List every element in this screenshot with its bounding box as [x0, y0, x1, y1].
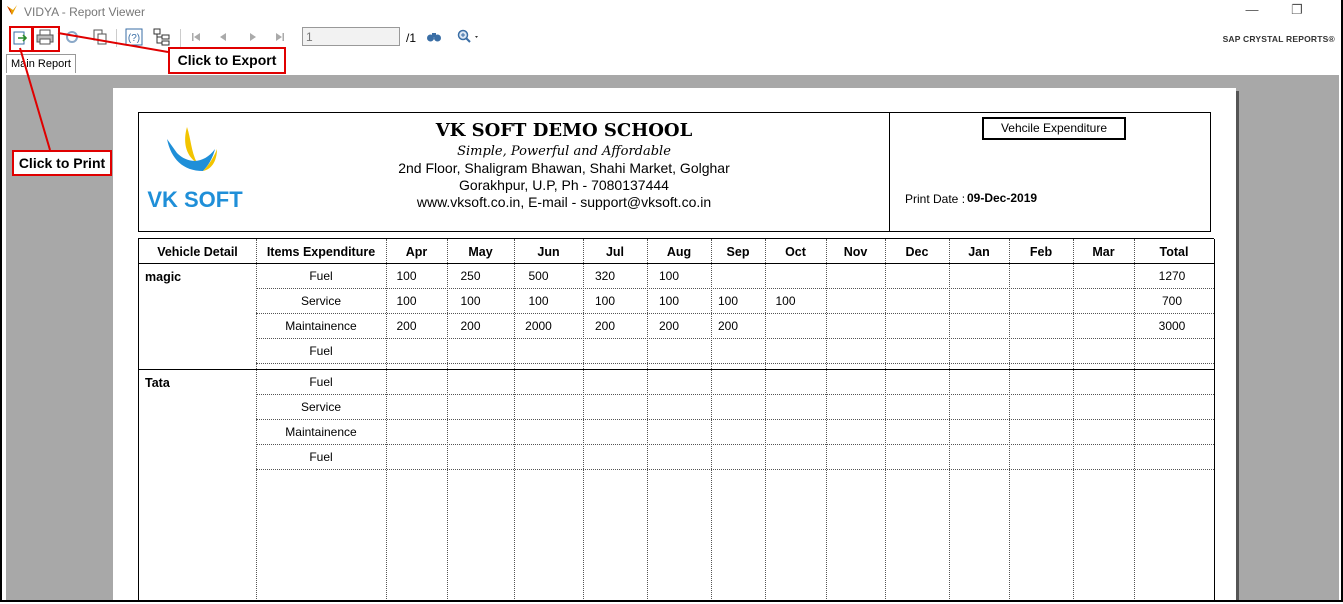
column-header: Total — [1159, 245, 1189, 259]
column-header: Feb — [1029, 245, 1053, 259]
column-header: Mar — [1092, 245, 1115, 259]
print-date-label: Print Date : — [905, 192, 966, 206]
month-value: 100 — [396, 294, 417, 308]
expense-item: Fuel — [309, 450, 333, 464]
address-line-1: 2nd Floor, Shaligram Bhawan, Shahi Market, Golghar — [398, 160, 730, 176]
svg-text:(?): (?) — [127, 33, 141, 44]
column-header: Dec — [905, 245, 929, 259]
column-header: Jun — [537, 245, 560, 259]
report-title: Vehcile Expenditure — [982, 117, 1126, 140]
expense-item: Fuel — [309, 344, 333, 358]
month-value: 500 — [528, 269, 549, 283]
expense-item: Service — [300, 294, 341, 308]
print-date-value: 09-Dec-2019 — [967, 191, 1038, 205]
row-total: 3000 — [1158, 319, 1186, 333]
column-header: Items Expenditure — [266, 245, 376, 259]
expense-item: Maintainence — [285, 425, 357, 439]
month-value: 250 — [460, 269, 481, 283]
page-total: /1 — [406, 31, 417, 45]
restore-button[interactable]: ❐ — [1291, 2, 1303, 17]
month-value: 100 — [658, 269, 680, 283]
month-value: 100 — [396, 269, 417, 283]
column-header: Jan — [968, 245, 990, 259]
row-total: 700 — [1161, 294, 1183, 308]
column-header: May — [468, 245, 493, 259]
month-value: 200 — [460, 319, 481, 333]
month-value: 200 — [594, 319, 616, 333]
column-header: Sep — [726, 245, 750, 259]
brand-label: SAP CRYSTAL REPORTS® — [1222, 34, 1335, 44]
column-header: Oct — [785, 245, 806, 259]
expense-item: Fuel — [309, 269, 333, 283]
month-value: 100 — [594, 294, 616, 308]
school-tagline: Simple, Powerful and Affordable — [457, 144, 671, 159]
column-header: Vehicle Detail — [157, 245, 238, 259]
month-value: 100 — [528, 294, 549, 308]
month-value: 100 — [658, 294, 680, 308]
svg-text:VK SOFT: VK SOFT — [147, 187, 243, 212]
expense-item: Fuel — [309, 375, 333, 389]
export-callout: Click to Export — [168, 47, 286, 74]
month-value: 200 — [717, 319, 739, 333]
contact-line: www.vksoft.co.in, E-mail - support@vksoft.co.in — [416, 194, 712, 210]
vehicle-name: Tata — [145, 376, 170, 390]
column-header: Nov — [843, 245, 868, 259]
print-callout: Click to Print — [12, 150, 112, 176]
expense-item: Service — [300, 400, 341, 414]
month-value: 100 — [460, 294, 481, 308]
month-value: 200 — [396, 319, 417, 333]
month-value: 200 — [658, 319, 680, 333]
tab-main-report[interactable]: Main Report — [6, 54, 76, 73]
school-name: VK SOFT DEMO SCHOOL — [435, 120, 693, 141]
address-line-2: Gorakhpur, U.P, Ph - 7080137444 — [459, 177, 669, 193]
callout-arrows — [2, 0, 1341, 600]
month-value: 2000 — [525, 319, 552, 333]
row-total: 1270 — [1158, 269, 1186, 283]
month-value: 320 — [594, 269, 616, 283]
column-header: Apr — [405, 245, 428, 259]
month-value: 100 — [717, 294, 739, 308]
vehicle-name: magic — [145, 270, 182, 284]
column-header: Aug — [666, 245, 692, 259]
expense-item: Maintainence — [285, 319, 357, 333]
month-value: 100 — [775, 294, 796, 308]
minimize-button[interactable]: — — [1245, 2, 1259, 17]
column-header: Jul — [605, 245, 625, 259]
window-title: VIDYA - Report Viewer — [24, 5, 145, 19]
